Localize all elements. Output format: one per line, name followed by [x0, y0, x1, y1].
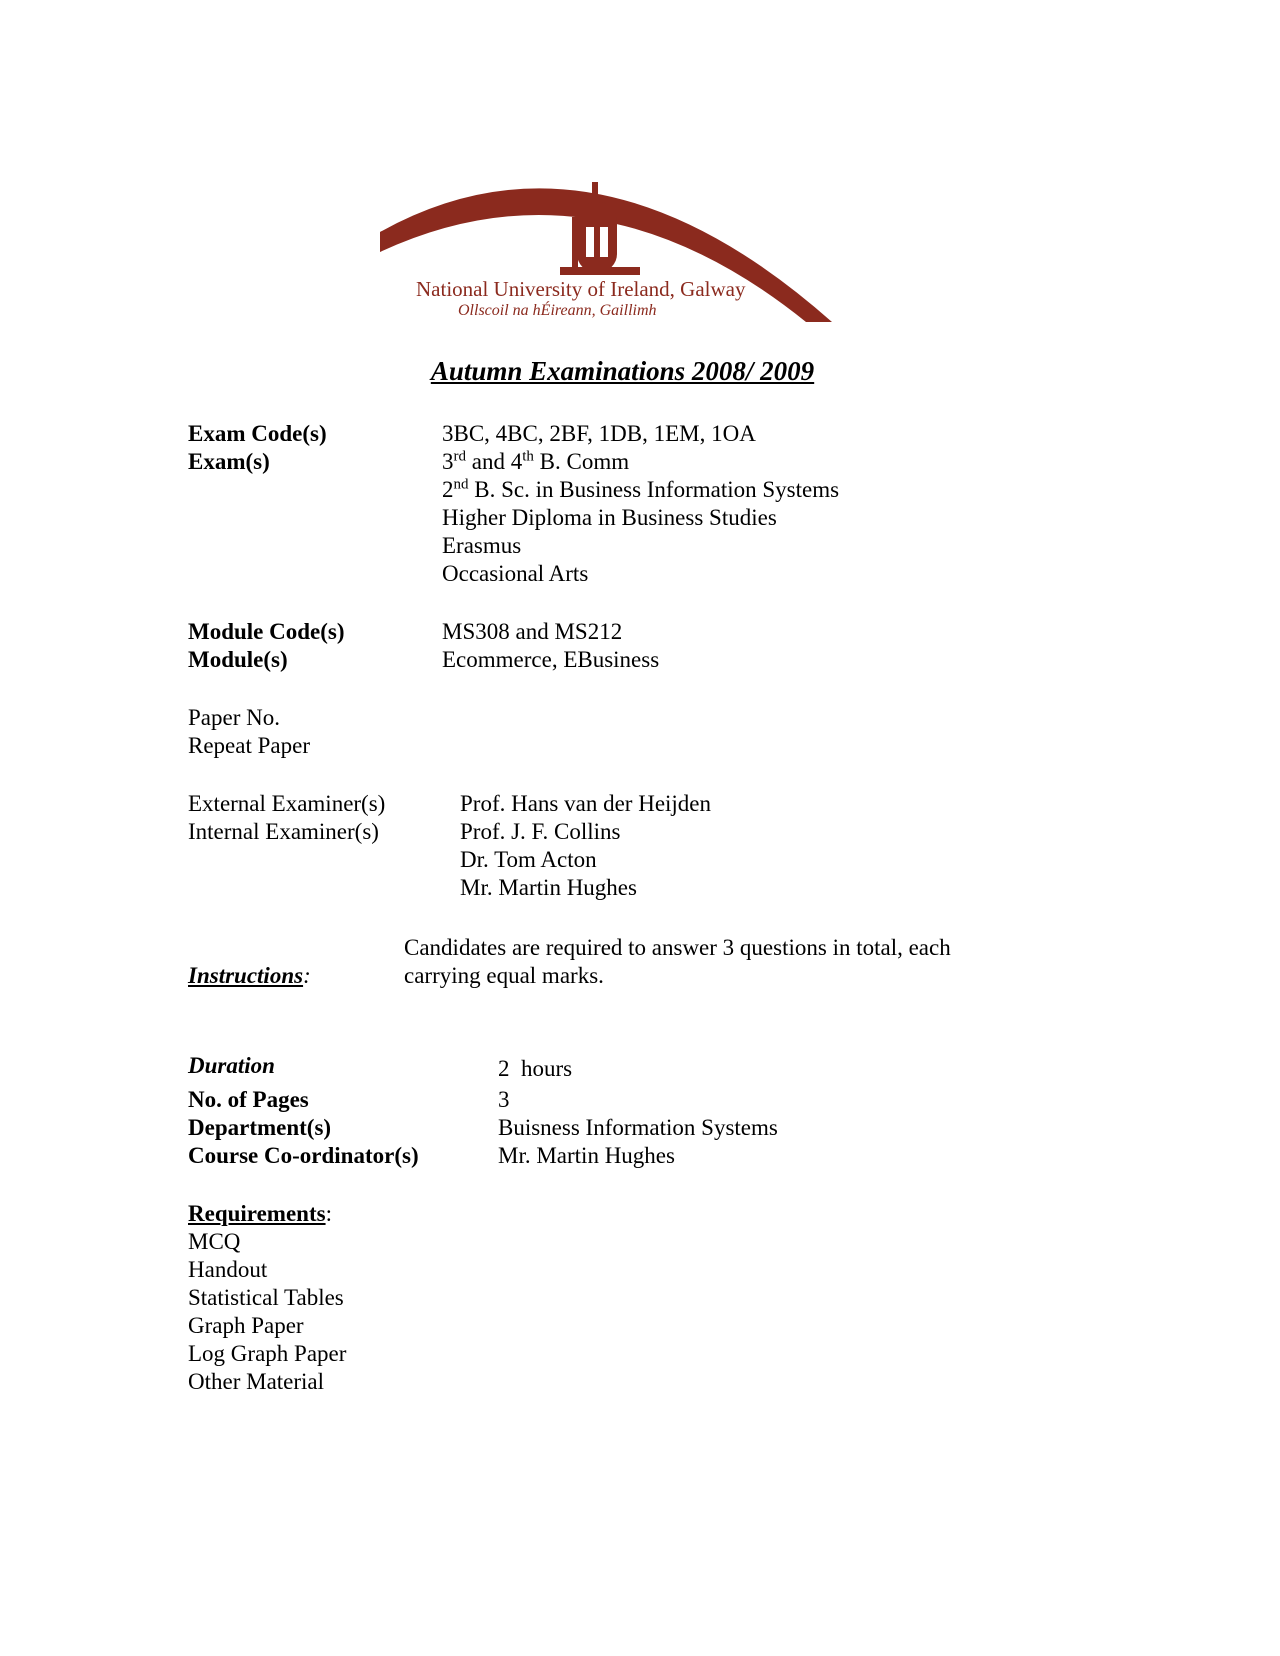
exam-line-3: Higher Diploma in Business Studies — [442, 505, 777, 530]
logo-name-ga: Ollscoil na hÉireann, Gaillimh — [458, 302, 657, 319]
requirement-item: Graph Paper — [188, 1313, 304, 1338]
modules-label: Module(s) — [188, 647, 288, 672]
requirement-item: Log Graph Paper — [188, 1341, 347, 1366]
requirement-item: Handout — [188, 1257, 268, 1282]
paper-no-label: Paper No. — [188, 705, 280, 730]
instructions-label: Instructions: — [188, 963, 311, 988]
exam-line-5: Occasional Arts — [442, 561, 589, 586]
examiner-name: Dr. Tom Acton — [460, 847, 597, 872]
exams-label: Exam(s) — [188, 449, 270, 474]
requirement-item: MCQ — [188, 1229, 241, 1254]
modules-value: Ecommerce, EBusiness — [442, 647, 660, 672]
requirements-label: Requirements: — [188, 1201, 332, 1226]
examiner-name: Prof. J. F. Collins — [460, 819, 621, 844]
external-examiner-label: External Examiner(s) — [188, 791, 386, 816]
examiner-name: Prof. Hans van der Heijden — [460, 791, 712, 816]
exam-codes-value: 3BC, 4BC, 2BF, 1DB, 1EM, 1OA — [442, 421, 756, 446]
exam-codes-label: Exam Code(s) — [188, 421, 327, 446]
repeat-paper-label: Repeat Paper — [188, 733, 310, 758]
exam-line-1: 3rd and 4th B. Comm — [442, 448, 630, 474]
exam-line-2: 2nd B. Sc. in Business Information Systems — [442, 476, 840, 502]
pages-value: 3 — [498, 1087, 510, 1112]
module-codes-value: MS308 and MS212 — [442, 619, 623, 644]
examiner-name: Mr. Martin Hughes — [460, 875, 637, 900]
duration-label: Duration — [188, 1053, 275, 1078]
coordinator-label: Course Co-ordinator(s) — [188, 1143, 419, 1168]
department-value: Buisness Information Systems — [498, 1115, 778, 1140]
instructions-line-1: Candidates are required to answer 3 questions in total, each — [404, 935, 951, 960]
module-codes-label: Module Code(s) — [188, 619, 345, 644]
internal-examiner-label: Internal Examiner(s) — [188, 819, 379, 844]
coordinator-value: Mr. Martin Hughes — [498, 1143, 675, 1168]
pages-label: No. of Pages — [188, 1087, 309, 1112]
instructions-line-2: carrying equal marks. — [404, 963, 604, 988]
university-logo — [380, 172, 860, 332]
department-label: Department(s) — [188, 1115, 332, 1140]
page-title: Autumn Examinations 2008/ 2009 — [430, 356, 815, 386]
exam-line-4: Erasmus — [442, 533, 522, 558]
requirement-item: Statistical Tables — [188, 1285, 344, 1310]
duration-value: 2 hours — [498, 1056, 573, 1081]
requirement-item: Other Material — [188, 1369, 325, 1394]
logo-name-en: National University of Ireland, Galway — [416, 277, 746, 301]
